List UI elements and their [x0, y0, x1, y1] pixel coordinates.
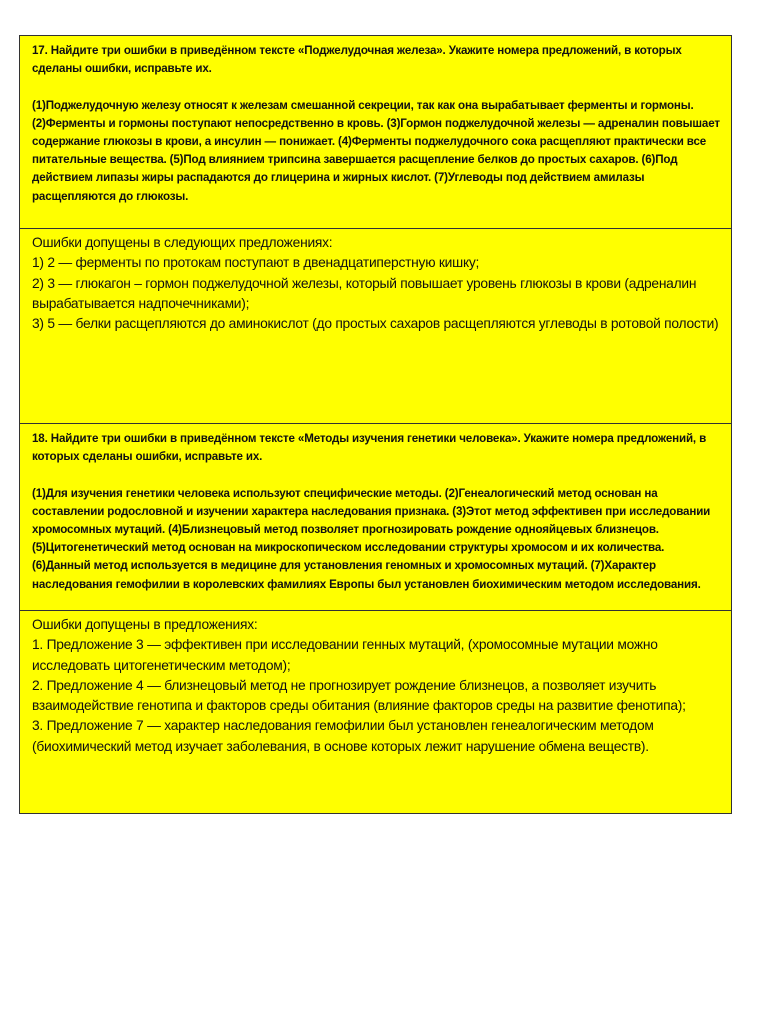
task-17-answer-item: 1) 2 — ферменты по протокам поступают в двенадцатиперстную кишку; — [32, 255, 480, 271]
task-17-answer-item: 2) 3 — глюкагон – гормон поджелудочной железы, который повышает уровень глюкозы в крови (адреналин вырабатывается надпочечниками); — [32, 275, 697, 311]
task-17-question-cell — [20, 36, 731, 229]
tasks-table — [19, 35, 732, 814]
task-17-answer-cell — [20, 229, 731, 424]
task-17-answer-heading: Ошибки допущены в следующих предложениях: — [32, 235, 333, 250]
task-18-answer-item: 2. Предложение 4 — близнецовый метод не прогнозирует рождение близнецов, а позволяет изучить взаимодействие генотипа и факторов среды обитания (влияние факторов среды на развитие фенотипа); — [32, 677, 686, 714]
spacer — [32, 466, 721, 484]
task-18-question-cell — [20, 424, 731, 611]
task-18-title: 18. Найдите три ошибки в приведённом тексте «Методы изучения генетики человека». Укажите номера предложений, в которых сделаны ошибки, исправьте их. — [32, 432, 707, 464]
spacer — [32, 78, 721, 96]
task-18-text: (1)Для изучения генетики человека используют специфические методы. (2)Генеалогический метод основан на составлении родословной и изучении характера наследования признака. (3)Этот метод эффективен при исследовании хромосомных мутаций. (4)Близнецовый метод позволяет прогнозировать рождение однояйцевых близнецов. (5)Цитогенетический метод основан на микроскопическом исследовании структуры хромосом и их количества. (6)Данный метод используется в медицине для установления геномных и хромосомных мутаций. (7)Характер наследования гемофилии в королевских фамилиях Европы был установлен биохимическим методом исследования. — [32, 486, 711, 591]
task-17-text: (1)Поджелудочную железу относят к железам смешанной секреции, так как она вырабатывает ферменты и гормоны. (2)Ферменты и гормоны поступают непосредственно в кровь. (3)Гормон поджелудочной железы — адреналин повышает содержание глюкозы в крови, а инсулин — понижает. (4)Ферменты поджелудочного сока расщепляют практически все питательные вещества. (5)Под влиянием трипсина завершается расщепление белков до простых сахаров. (6)Под действием липазы жиры распадаются до глицерина и жирных кислот. (7)Углеводы под действием амилазы расщепляются до глюкозы. — [32, 98, 720, 203]
task-17-answer-item: 3) 5 — белки расщепляются до аминокислот (до простых сахаров расщепляются углеводы в ротовой полости) — [32, 316, 719, 332]
task-18-answer-heading: Ошибки допущены в предложениях: — [32, 617, 258, 632]
task-18-answer-item: 3. Предложение 7 — характер наследования гемофилии был установлен генеалогическим методом (биохимический метод изучает заболевания, в основе которых лежит нарушение обмена веществ). — [32, 718, 654, 754]
task-18-answer-item: 1. Предложение 3 — эффективен при исследовании генных мутаций, (хромосомные мутации можно исследовать цитогенетическим методом); — [32, 637, 658, 673]
task-18-answer-cell — [20, 611, 731, 813]
task-17-title: 17. Найдите три ошибки в приведённом тексте «Поджелудочная железа». Укажите номера предложений, в которых сделаны ошибки, исправьте их. — [32, 44, 682, 76]
